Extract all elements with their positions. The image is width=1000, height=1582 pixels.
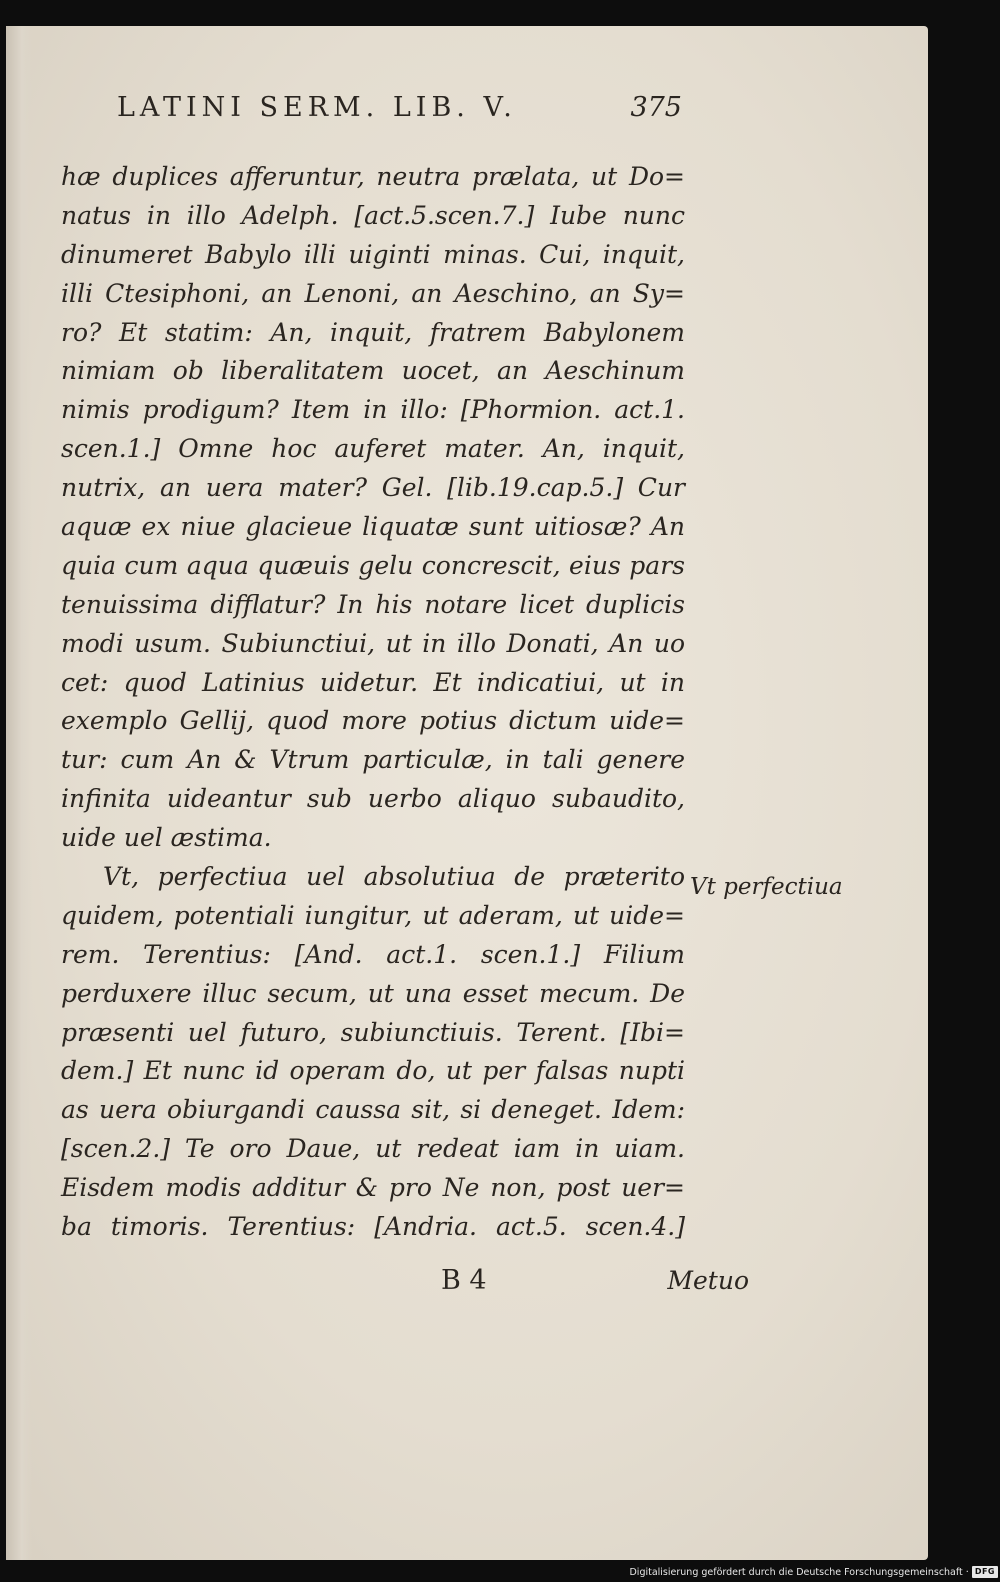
text-line: illi Ctesiphoni, an Lenoni, an Aeschino, an Sy= bbox=[61, 278, 685, 308]
signature-mark: B 4 bbox=[441, 1265, 487, 1296]
text-line: exemplo Gellij, quod more potius dictum uide= bbox=[61, 706, 685, 736]
text-line: ba timoris. Terentius: [Andria. act.5. scen.4.] bbox=[61, 1212, 685, 1242]
text-line: nimis prodigum? Item in illo: [Phormion. act.1. bbox=[61, 395, 685, 425]
running-head: LATINI SERM. LIB. V. bbox=[117, 92, 517, 123]
text-line-paragraph-end: uide uel æstima. bbox=[61, 823, 272, 853]
catchword: Metuo bbox=[667, 1266, 749, 1295]
page-number: 375 bbox=[630, 92, 682, 123]
page-header bbox=[117, 92, 682, 132]
text-line: ro? Et statim: An, inquit, fratrem Babylonem bbox=[61, 317, 685, 347]
text-line: Eisdem modis additur & pro Ne non, post uer= bbox=[61, 1173, 685, 1203]
text-line: præsenti uel futuro, subiunctiuis. Terent. [Ibi= bbox=[61, 1017, 685, 1047]
text-line: [scen.2.] Te oro Daue, ut redeat iam in uiam. bbox=[61, 1134, 685, 1164]
dfg-logo: DFG bbox=[972, 1566, 998, 1578]
text-line-paragraph-start: Vt, perfectiua uel absolutiua de præterito bbox=[103, 862, 685, 892]
digitization-credit bbox=[629, 1564, 998, 1580]
text-line: aquæ ex niue glacieue liquatæ sunt uitiosæ? An bbox=[61, 512, 685, 542]
text-line: nutrix, an uera mater? Gel. [lib.19.cap.5.] Cur bbox=[61, 473, 685, 503]
text-line: infinita uideantur sub uerbo aliquo subaudito, bbox=[61, 784, 685, 814]
text-line: perduxere illuc secum, ut una esset mecum. De bbox=[61, 978, 685, 1008]
text-line: dinumeret Babylo illi uiginti minas. Cui, inquit, bbox=[61, 239, 685, 269]
text-line: quidem, potentiali iungitur, ut aderam, ut uide= bbox=[61, 900, 685, 930]
text-line: hæ duplices afferuntur, neutra prælata, ut Do= bbox=[61, 162, 685, 191]
text-line: as uera obiurgandi caussa sit, si deneget. Idem: bbox=[61, 1095, 685, 1125]
body-text bbox=[61, 158, 685, 1247]
text-line: rem. Terentius: [And. act.1. scen.1.] Filium bbox=[61, 939, 685, 969]
text-line: dem.] Et nunc id operam do, ut per falsas nupti bbox=[61, 1056, 685, 1086]
margin-note: Vt perfectiua bbox=[690, 874, 843, 900]
text-line: quia cum aqua quæuis gelu concrescit, eius pars bbox=[61, 550, 685, 580]
page-gutter-shadow bbox=[6, 26, 32, 1560]
text-line: tur: cum An & Vtrum particulæ, in tali genere bbox=[61, 745, 685, 775]
text-line: tenuissima difflatur? In his notare licet duplicis bbox=[61, 589, 685, 619]
credit-text: Digitalisierung gefördert durch die Deutsche Forschungsgemeinschaft · bbox=[629, 1566, 969, 1578]
text-line: modi usum. Subiunctiui, ut in illo Donati, An uo bbox=[61, 628, 685, 658]
text-line: natus in illo Adelph. [act.5.scen.7.] Iube nunc bbox=[61, 200, 685, 230]
text-line: nimiam ob liberalitatem uocet, an Aeschinum bbox=[61, 356, 685, 386]
text-line: cet: quod Latinius uidetur. Et indicatiui, ut in bbox=[61, 667, 685, 697]
text-line: scen.1.] Omne hoc auferet mater. An, inquit, bbox=[61, 434, 685, 464]
